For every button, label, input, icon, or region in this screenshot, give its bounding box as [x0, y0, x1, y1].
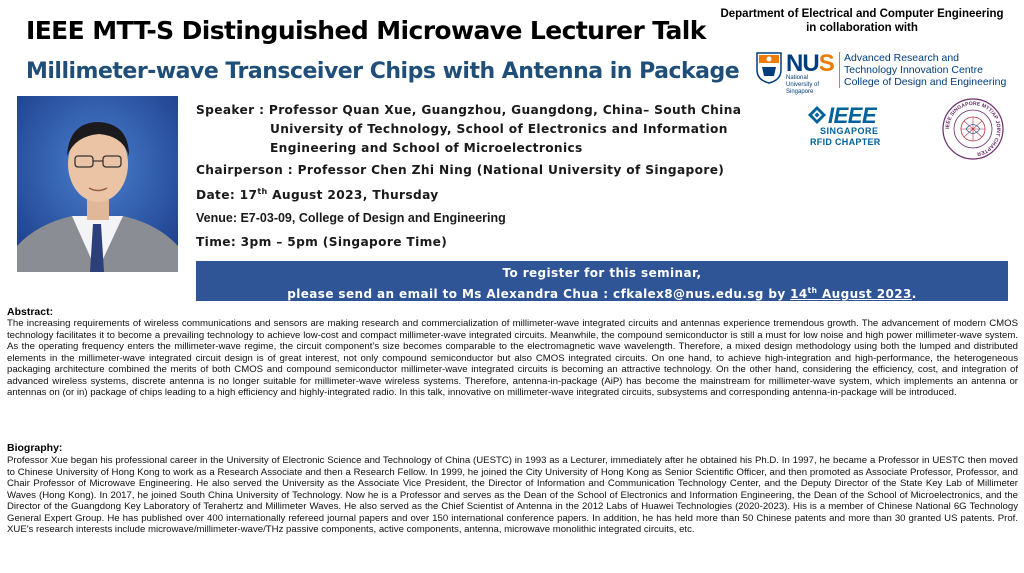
collaboration-text: in collaboration with	[806, 22, 918, 34]
arc-centre-name: Advanced Research and Technology Innovation Centre College of Design and Engineering	[844, 52, 1007, 88]
department-name: Department of Electrical and Computer Engineering	[720, 8, 1004, 20]
abstract-heading: Abstract:	[7, 306, 54, 318]
nus-logo	[756, 50, 1008, 95]
page-title: IEEE MTT-S Distinguished Microwave Lecturer Talk	[26, 16, 706, 45]
speaker-affiliation-line: Engineering and School of Microelectronics	[270, 141, 583, 155]
ieee-rfid-logo	[806, 103, 906, 151]
speaker-affiliation-line: University of Technology, School of Electronics and Information	[270, 122, 728, 136]
ieee-diamond-icon	[808, 106, 826, 124]
nus-wordmark: NUS	[786, 50, 834, 77]
talk-title: Millimeter-wave Transceiver Chips with Antenna in Package	[26, 59, 740, 84]
ieee-singapore-label: SINGAPORE	[820, 126, 879, 136]
nus-divider	[839, 52, 840, 88]
nus-full-name: National University of Singapore	[786, 75, 820, 95]
abstract-text: The increasing requirements of wireless communications and sensors are making research and commercialization of millimeter-wave integrated circuits and antennas experience tremendous growth. The advancement of modern CMOS technology facilitates it to become a prevailing technology to achieve low-cost and compact millimeter-wave integrated circuits. Meanwhile, the compound semiconductor is still a must for low noise and high power millimeter-wave system. As the operating frequency enters the millimeter-wave regime, the circuit component’s size becomes comparable to the electromagnetic wave wavelength. Therefore, a mixed design methodology using both the lumped and distributed elements in the millimeter-wave integrated circuit design is of great interest, not only compound semiconductor but also CMOS integrated circuits. On one hand, to achieve high-integration and high-performance, the heterogeneous packaging architecture combined the merits of both CMOS and compound semiconductor millimeter-wave integrated circuits is becoming an attractive technology. On the other hand, considering the efficiency, cost, and integration of advanced wireless systems, discrete antenna is no longer suitable for millimeter-wave wireless systems. Therefore, antenna-in-package (AiP) has become the mainstream for millimeter-wave system, which implements an antenna or antennas on (or in) package of chips leading to a high efficiency and highly-integrated radio. In this talk, innovative on millimeter-wave integrated circuits, subsystems and corresponding antenna-in-package will be introduced.	[7, 318, 1018, 398]
venue-info: Venue: E7-03-09, College of Design and Engineering	[196, 211, 506, 225]
registration-email-line: please send an email to Ms Alexandra Chua : cfkalex8@nus.edu.sg by 14th August 2023.	[287, 286, 917, 301]
registration-deadline: 14th August 2023	[790, 286, 912, 301]
time-info: Time: 3pm – 5pm (Singapore Time)	[196, 235, 448, 249]
speaker-info	[196, 101, 741, 158]
ieee-rfid-label: RFID CHAPTER	[810, 137, 881, 147]
biography-text: Professor Xue began his professional career in the University of Electronic Science and Technology of China (UESTC) in 1993 as a Lecturer, immediately after he obtained his Ph.D. In 1997, he became a Professor in UESTC then moved to Chinese University of Hong Kong to work as a Research Associate and then a Research Fellow. In 1999, he joined the City University of Hong Kong as Senior Scientific Officer, and then promoted as Associate Professor, Professor, and Chair Professor of Microwave Engineering. He also served the University as the Associate Vice President, the Director of Information and Communication Technology Center, and the Deputy Director of the State Key Lab of Millimeter Waves (Hong Kong). In 2017, he joined South China University of Technology. Now he is a Professor and serves as the Dean of the School of Electronics and Information Engineering, the Dean of the School of Microelectronics, and the Director of the Guangdong Key Laboratory of Terahertz and Millimeter Waves. He also served as the Chief Scientist of Antenna in the 2012 Labs of Huawei Technologies (2020-2023). His is a member of Chinese National 6G Technology General Expert Group. He has published over 400 internationally refereed journal papers and over 150 international conference papers. In addition, he has held more than 50 Chinese patents and more than 30 granted US patents. Prof. XUE's research interests include microwave/millimeter-wave/THz passive components, active components, antenna, microwave monolithic integrated circuits, etc.	[7, 455, 1018, 535]
mtt-ap-seal-logo	[942, 98, 1004, 160]
speaker-photo	[17, 96, 178, 272]
biography-heading: Biography:	[7, 442, 63, 454]
registration-banner	[196, 261, 1008, 301]
nus-shield-icon	[756, 52, 782, 84]
department-header	[712, 7, 1012, 35]
chairperson-info: Chairperson : Professor Chen Zhi Ning (National University of Singapore)	[196, 163, 725, 177]
svg-text:IEEE SINGAPORE MTT/AP JOINT CH: IEEE SINGAPORE MTT/AP JOINT CHAPTER	[944, 100, 1002, 157]
registration-line: To register for this seminar,	[502, 266, 702, 280]
ieee-wordmark: IEEE	[828, 103, 877, 128]
speaker-line: Speaker : Professor Quan Xue, Guangzhou, Guangdong, China– South China	[196, 103, 742, 117]
date-info: Date: 17th August 2023, Thursday	[196, 187, 439, 203]
